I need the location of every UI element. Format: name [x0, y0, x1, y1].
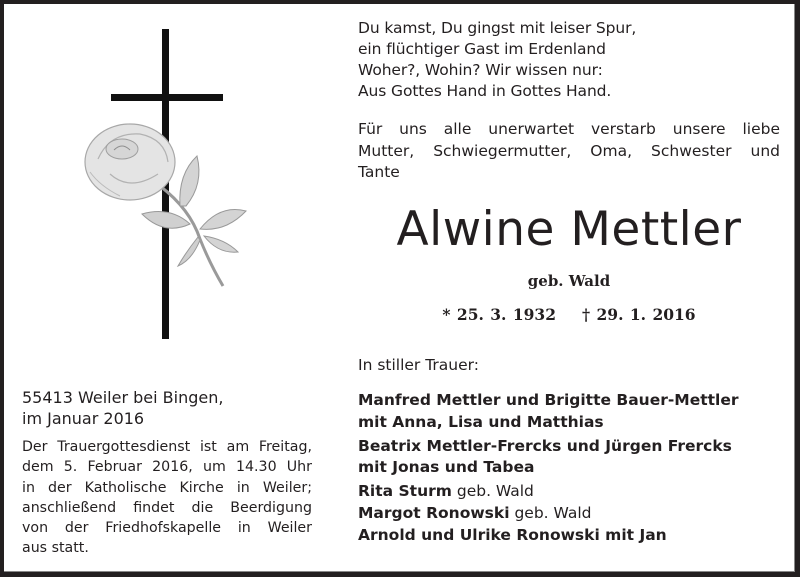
mourner-line: mit Anna, Lisa und Matthias — [358, 412, 604, 431]
mourners-label: In stiller Trauer: — [358, 356, 479, 374]
poem — [358, 18, 636, 102]
poem-line: Aus Gottes Hand in Gottes Hand. — [358, 82, 612, 100]
service-line: anschließend findet die Beerdigung — [22, 499, 312, 516]
death-date: † 29. 1. 2016 — [582, 305, 696, 324]
funeral-service-info — [22, 437, 312, 559]
poem-line: ein flüchtiger Gast im Erdenland — [358, 40, 606, 58]
mourner-line: Manfred Mettler und Brigitte Bauer-Mettler — [358, 391, 739, 409]
announcement-line: Für uns alle unerwartet verstarb unsere liebe — [358, 120, 780, 138]
maiden-name: geb. Wald — [527, 272, 611, 290]
mourner-line: mit Jonas und Tabea — [358, 458, 535, 477]
obituary-notice — [4, 4, 795, 572]
mourners-list — [358, 390, 739, 547]
mourner-line: Rita Sturm geb. Wald — [358, 482, 534, 501]
deceased-name: Alwine Mettler — [396, 202, 742, 257]
cross-with-rose-icon — [80, 24, 260, 344]
service-line: Der Trauergottesdienst ist am Freitag, — [22, 439, 312, 455]
mourner-line: Beatrix Mettler-Frercks und Jürgen Frercks — [358, 436, 732, 455]
service-line: in der Katholische Kirche in Weiler; — [22, 479, 312, 496]
service-line: dem 5. Februar 2016, um 14.30 Uhr — [22, 459, 312, 476]
birth-date: * 25. 3. 1932 — [442, 305, 556, 324]
announcement-line: Tante — [358, 163, 400, 181]
mourner-line: Arnold und Ulrike Ronowski mit Jan — [358, 525, 667, 544]
life-dates — [358, 305, 780, 324]
announcement-text — [358, 119, 780, 184]
service-line: von der Friedhofskapelle in Weiler — [22, 520, 312, 537]
date-line: im Januar 2016 — [22, 408, 145, 428]
place-and-date — [22, 388, 223, 429]
mourner-line: Margot Ronowski geb. Wald — [358, 503, 592, 522]
announcement-line: Mutter, Schwiegermutter, Oma, Schwester und — [358, 141, 780, 160]
poem-line: Du kamst, Du gingst mit leiser Spur, — [358, 19, 637, 37]
service-line: aus statt. — [22, 540, 89, 557]
place-line: 55413 Weiler bei Bingen, — [22, 388, 224, 407]
poem-line: Woher?, Wohin? Wir wissen nur: — [358, 61, 603, 79]
